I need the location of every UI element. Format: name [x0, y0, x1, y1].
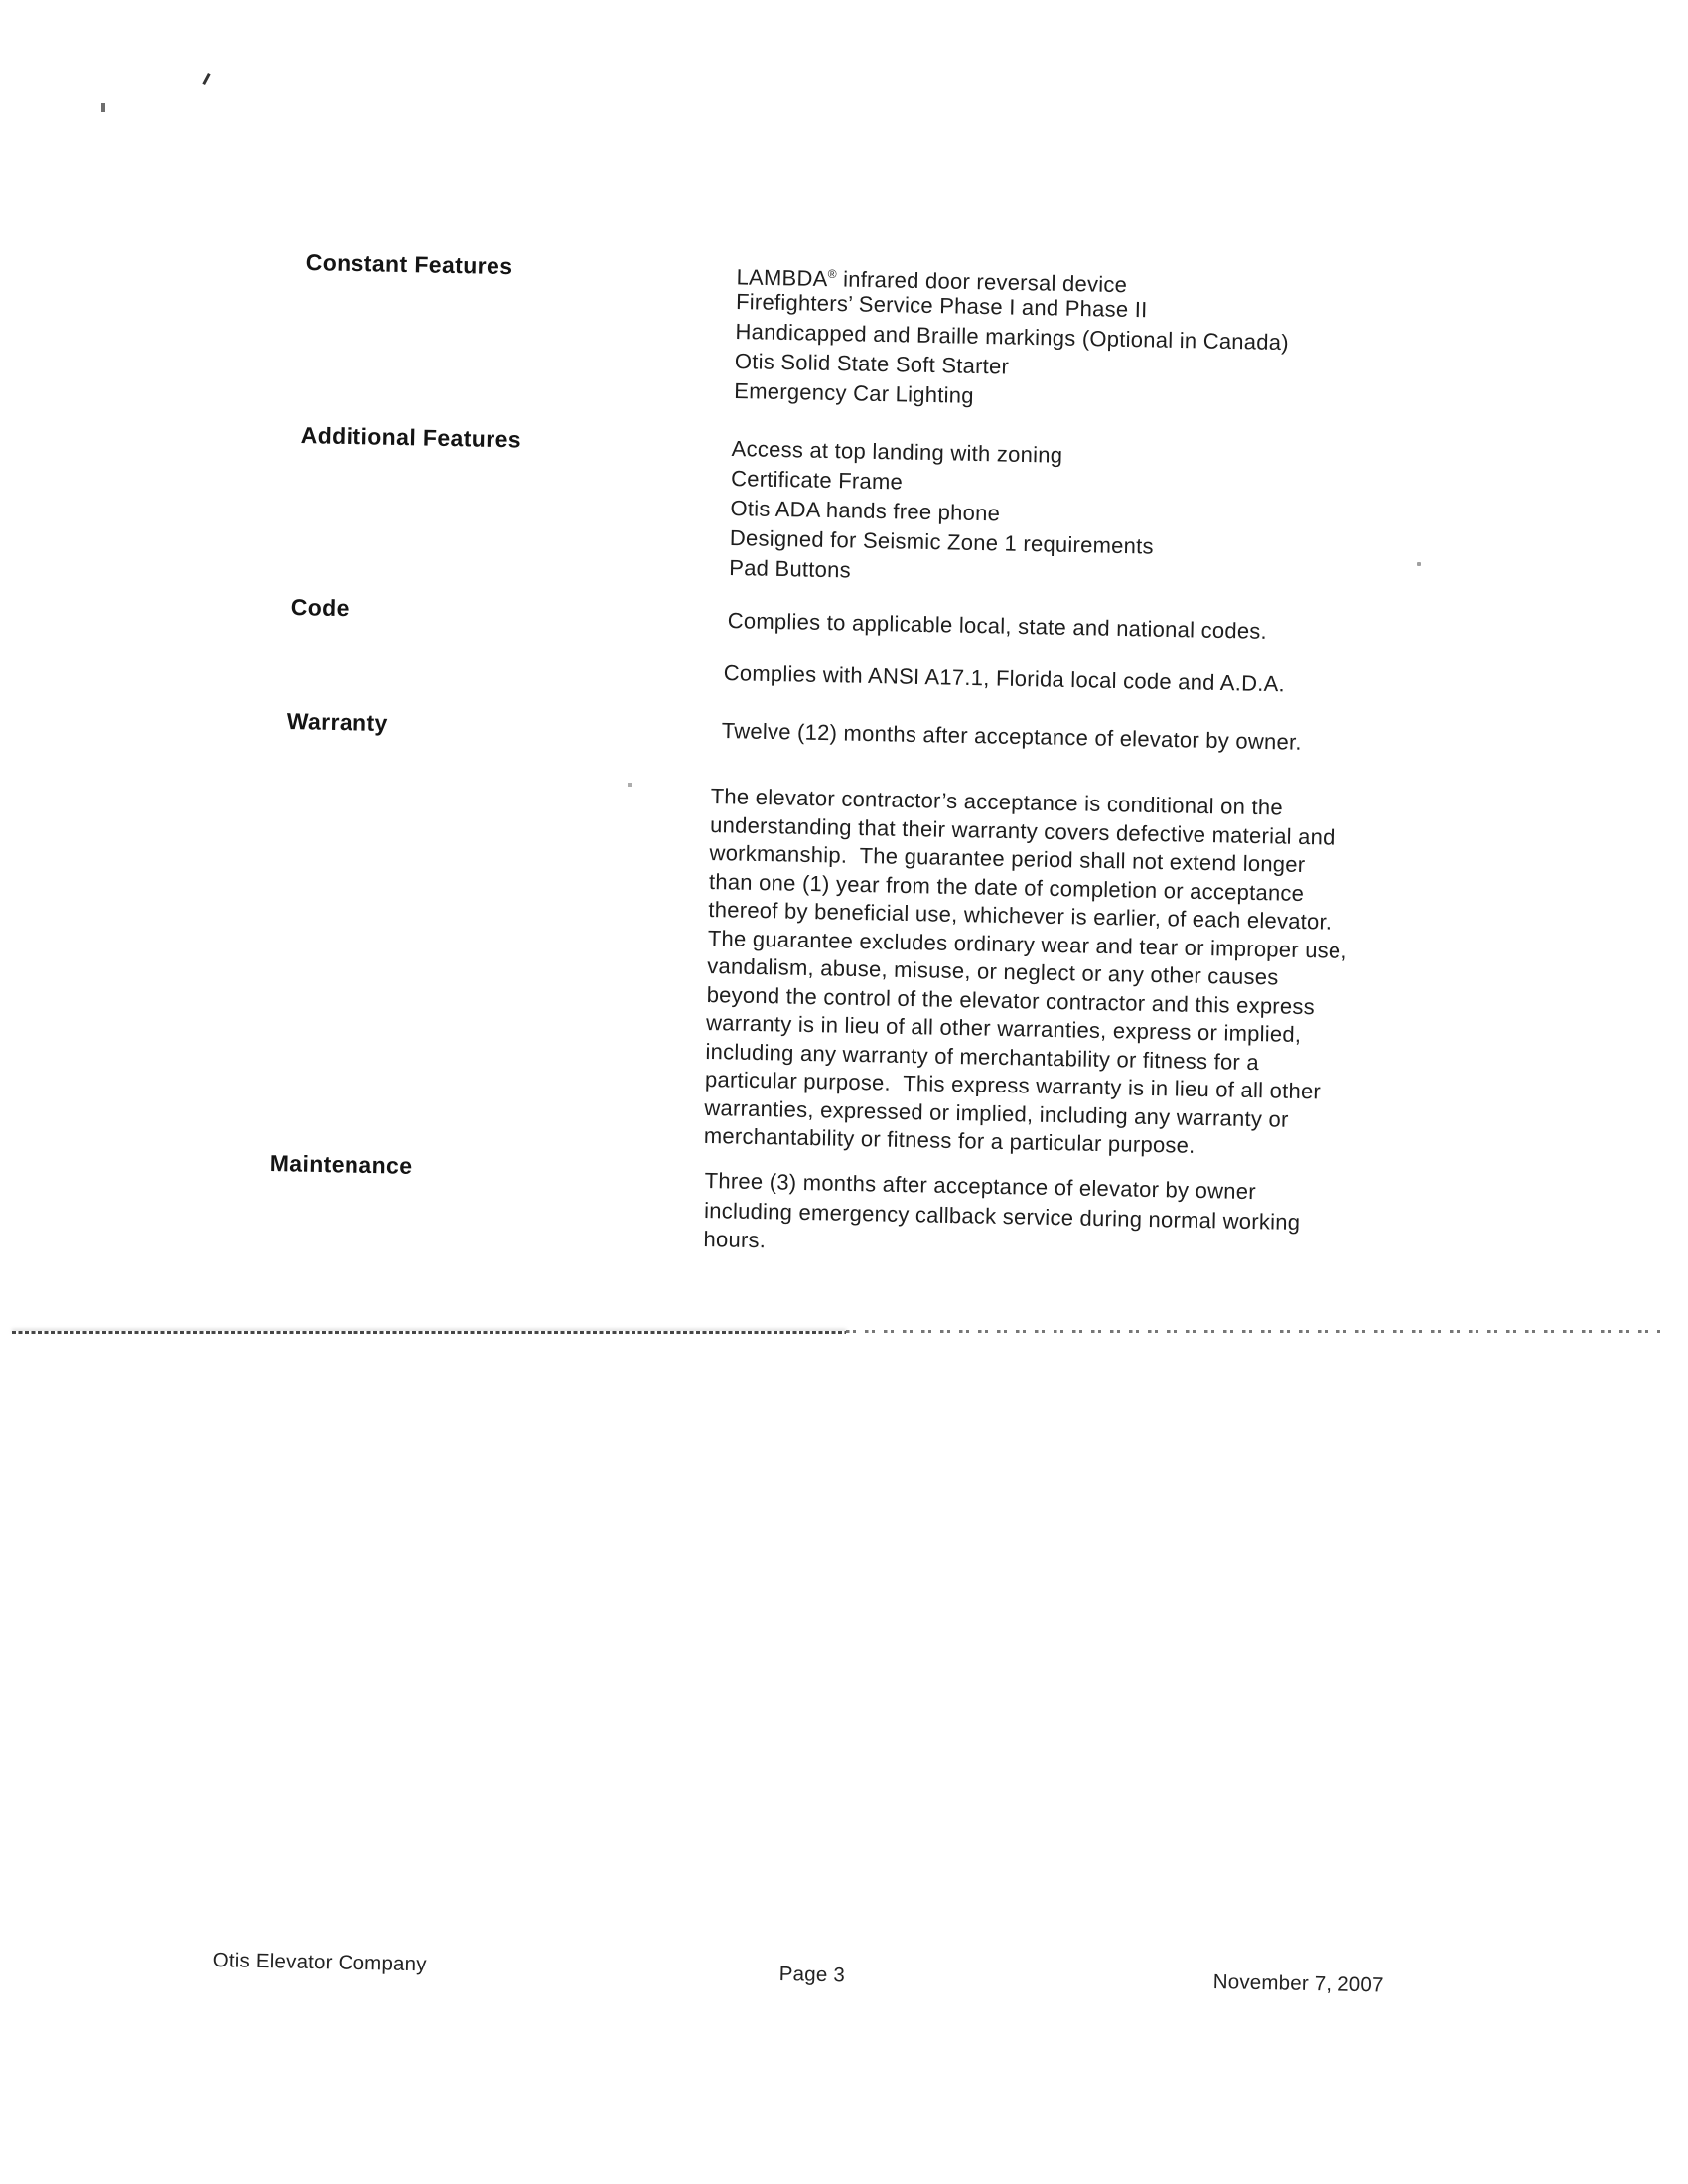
- maintenance-paragraph: [703, 1166, 1301, 1266]
- warranty-paragraph-1: Twelve (12) months after acceptance of elevator by owner.: [721, 718, 1302, 755]
- text-line: hours.: [703, 1226, 767, 1253]
- text-line: LAMBDA® infrared door reversal device: [736, 264, 1128, 298]
- footer-page-number: Page 3: [778, 1963, 846, 1987]
- registered-trademark-symbol: ®: [827, 266, 837, 282]
- scan-speck: [101, 103, 105, 112]
- text-line: workmanship. The guarantee period shall not extend longer: [709, 839, 1306, 878]
- text-line: Designed for Seismic Zone 1 requirements: [729, 524, 1155, 559]
- scan-speck: [1417, 562, 1421, 566]
- code-paragraph-2: Complies with ANSI A17.1, Florida local code and A.D.A.: [723, 660, 1286, 697]
- additional-features-list: [729, 434, 1156, 592]
- text-line: The elevator contractor’s acceptance is conditional on the: [710, 783, 1284, 820]
- text-line: The guarantee excludes ordinary wear and tear or improper use,: [707, 925, 1348, 963]
- text-line: beyond the control of the elevator contractor and this express: [706, 981, 1316, 1019]
- code-paragraph-1: Complies to applicable local, state and national codes.: [727, 608, 1268, 644]
- text-line: than one (1) year from the date of completion or acceptance: [708, 868, 1305, 906]
- constant-features-heading: Constant Features: [305, 249, 513, 280]
- text-line: Access at top landing with zoning: [731, 435, 1063, 468]
- footer-date: November 7, 2007: [1212, 1970, 1384, 1997]
- text-line: Three (3) months after acceptance of elevator by owner: [704, 1167, 1257, 1205]
- text-line: Otis Solid State Soft Starter: [734, 348, 1010, 379]
- additional-features-heading: Additional Features: [300, 422, 522, 453]
- text-line: merchantability or fitness for a particular purpose.: [703, 1122, 1196, 1158]
- text-line: Firefighters’ Service Phase I and Phase II: [735, 288, 1148, 323]
- dashed-separator-left: [12, 1331, 846, 1334]
- text-line: understanding that their warranty covers defective material and: [709, 811, 1336, 850]
- code-heading: Code: [290, 594, 351, 622]
- text-line: including any warranty of merchantability or fitness for a: [705, 1038, 1260, 1075]
- text-line: particular purpose. This express warranty is in lieu of all other: [704, 1066, 1322, 1104]
- scan-speck: [628, 783, 632, 787]
- warranty-paragraph-2: [704, 783, 1350, 1163]
- text-line: Certificate Frame: [730, 465, 904, 495]
- text-line: warranty is in lieu of all other warranties, express or implied,: [705, 1009, 1302, 1047]
- maintenance-heading: Maintenance: [269, 1150, 413, 1179]
- text-line: warranties, expressed or implied, including any warranty or: [704, 1094, 1289, 1132]
- text-line: Otis ADA hands free phone: [730, 495, 1001, 526]
- text-line: Handicapped and Braille markings (Optional in Canada): [735, 318, 1290, 356]
- text-line: Emergency Car Lighting: [734, 377, 975, 408]
- text-line: including emergency callback service during normal working: [703, 1197, 1301, 1235]
- text-line: thereof by beneficial use, whichever is earlier, of each elevator.: [708, 896, 1333, 935]
- text-line: vandalism, abuse, misuse, or neglect or any other causes: [707, 952, 1279, 990]
- scan-speck: [202, 73, 210, 85]
- constant-features-list: [734, 257, 1290, 417]
- text-line: Pad Buttons: [729, 554, 852, 583]
- footer-company: Otis Elevator Company: [212, 1949, 427, 1976]
- warranty-heading: Warranty: [286, 708, 389, 737]
- dashed-separator-right: [846, 1330, 1660, 1333]
